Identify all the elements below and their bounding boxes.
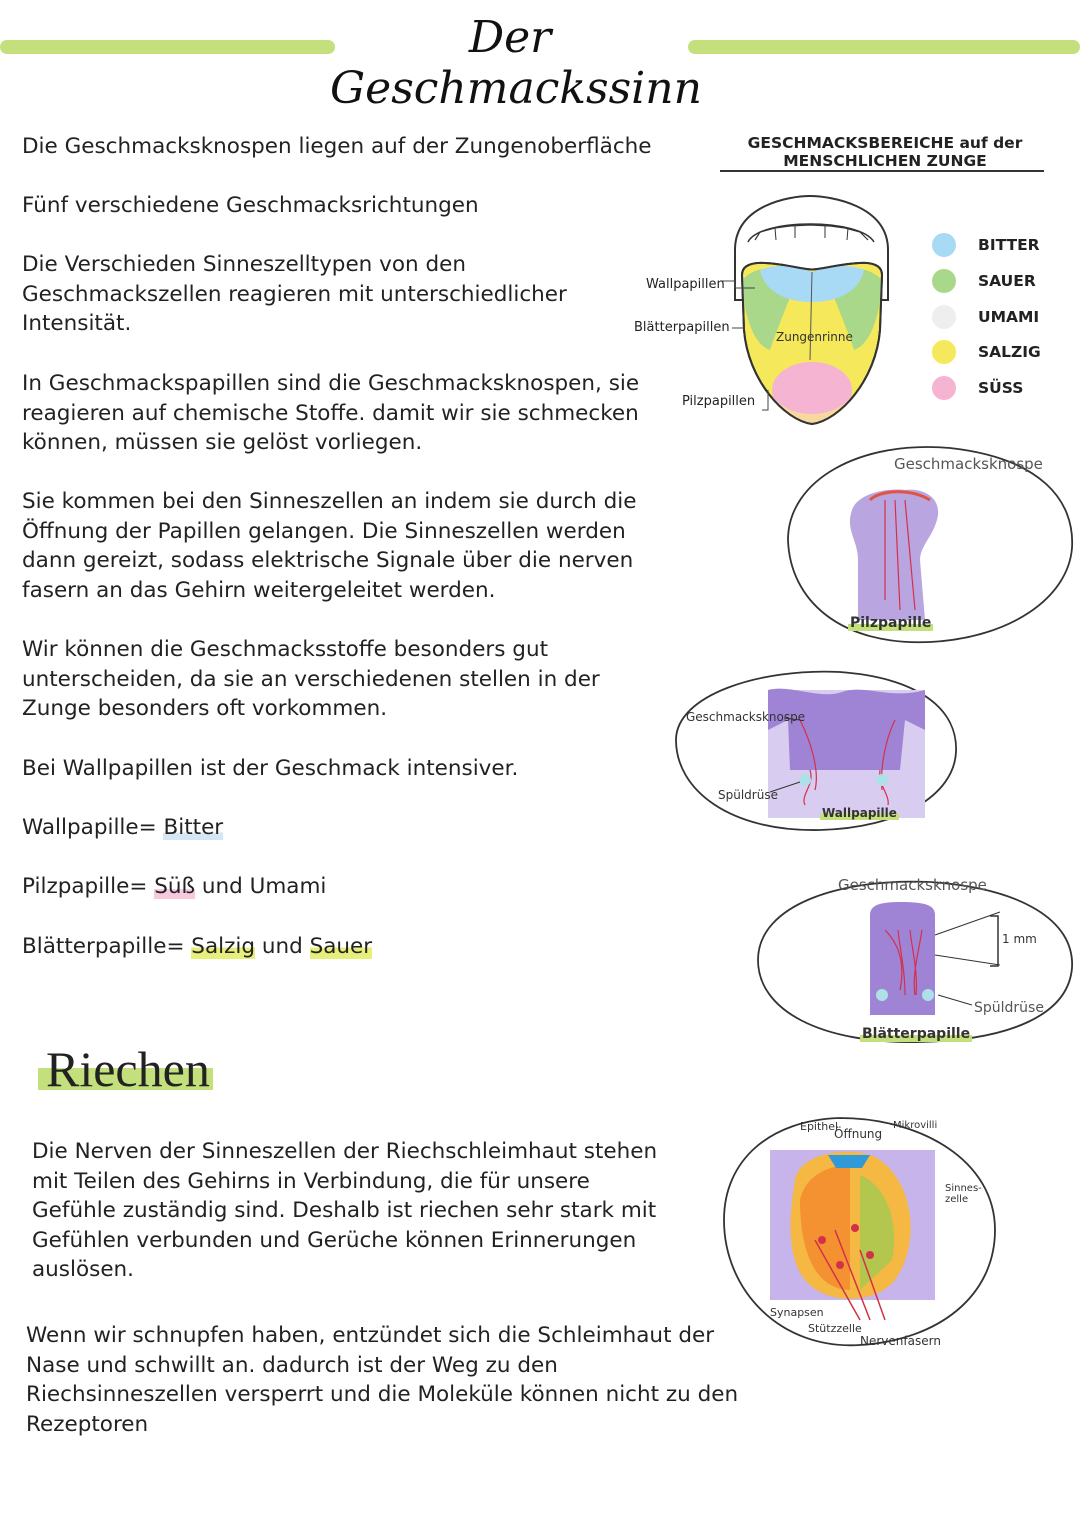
legend-item-bitter <box>932 233 1040 257</box>
text-line: Gefühlen verbunden und Gerüche können Erinnerungen <box>32 1227 637 1253</box>
text-line: Die Geschmacksknospen liegen auf der Zungenoberfläche <box>22 134 652 159</box>
legend-item-suess <box>932 376 1023 400</box>
text-label: Pilzpapille= <box>22 874 155 899</box>
legend-dot-salzig <box>932 340 956 364</box>
detail-label-sinneszelle-l2: zelle <box>945 1194 969 1205</box>
text-line: Rezeptoren <box>26 1411 149 1437</box>
text-line: können, müssen sie gelöst vorliegen. <box>22 430 423 456</box>
blatt-label-druese: Spüldrüse <box>974 1000 1044 1016</box>
text-line: unterscheiden, da sie an verschiedenen stellen in der <box>22 666 600 692</box>
detail-label-epithel: Epithel <box>800 1120 839 1133</box>
legend-dot-umami <box>932 305 956 329</box>
highlight-suess: Süß <box>154 874 196 899</box>
legend-item-salzig <box>932 340 1041 364</box>
text-line: dann gereizt, sodass elektrische Signale über die nerven <box>22 548 634 574</box>
legend-item-umami <box>932 305 1039 329</box>
legend-label: SÜSS <box>978 379 1024 397</box>
text-line: reagieren auf chemische Stoffe. damit wir sie schmecken <box>22 400 639 426</box>
text-line: Die Verschieden Sinneszelltypen von den <box>22 252 466 277</box>
text-line: auslösen. <box>32 1257 135 1283</box>
highlight-salzig: Salzig <box>191 934 255 959</box>
detail-label-nervenfasern: Nervenfasern <box>860 1334 941 1348</box>
text-label: und <box>255 934 310 959</box>
text-line: Zunge besonders oft vorkommen. <box>22 696 388 722</box>
label-blaetterpapillen: Blätterpapillen <box>634 320 730 335</box>
knospe-detail-illustration <box>724 1118 995 1345</box>
text-line: Geschmackszellen reagieren mit unterschiedlicher <box>22 281 567 307</box>
text-line: Gefühle zuständig sind. Deshalb ist riechen sehr stark mit <box>32 1198 657 1224</box>
riechen-heading: Riechen <box>46 1041 210 1097</box>
detail-label-synapsen: Synapsen <box>770 1306 824 1319</box>
tongue-title-line1: GESCHMACKSBEREICHE auf der <box>747 134 1023 152</box>
detail-label-stuetzzelle: Stützzelle <box>808 1322 862 1335</box>
legend-label: SALZIG <box>978 343 1041 361</box>
wall-label-name: Wallpapille <box>822 806 897 820</box>
blaetterpapille-illustration <box>758 882 1072 1042</box>
label-pilzpapillen: Pilzpapillen <box>682 394 756 409</box>
text-line: mit Teilen des Gehirns in Verbindung, die für unsere <box>32 1168 590 1194</box>
wall-label-druese: Spüldrüse <box>718 788 778 802</box>
blatt-label-name: Blätterpapille <box>862 1026 971 1042</box>
legend-dot-sauer <box>932 269 956 293</box>
text-label: Blätterpapille= <box>22 934 192 959</box>
text-line: Sie kommen bei den Sinneszellen an indem sie durch die <box>22 489 637 514</box>
text-line: Wenn wir schnupfen haben, entzündet sich die Schleimhaut der <box>26 1323 715 1348</box>
detail-label-oeffnung: Öffnung <box>834 1127 883 1141</box>
text-line: Intensität. <box>22 311 132 337</box>
legend-dot-bitter <box>932 233 956 257</box>
page-title: Der Geschmackssinn <box>330 12 702 114</box>
text-line: Wir können die Geschmacksstoffe besonders gut <box>22 637 548 662</box>
legend-label: SAUER <box>978 272 1036 290</box>
tongue-illustration <box>720 196 888 424</box>
text-label: und Umami <box>195 874 327 899</box>
text-line: Riechsinneszellen versperrt und die Moleküle können nicht zu den <box>26 1382 739 1408</box>
wall-label-knospe: Geschmacksknospe <box>686 710 806 724</box>
wallpapille-illustration <box>676 672 956 830</box>
label-wallpapillen: Wallpapillen <box>646 277 725 292</box>
text-line: Fünf verschiedene Geschmacksrichtungen <box>22 193 479 218</box>
tongue-title-line2: MENSCHLICHEN ZUNGE <box>783 152 987 170</box>
text-label: Wallpapille= <box>22 815 164 840</box>
blatt-label-knospe: Geschmacksknospe <box>838 876 987 894</box>
detail-label-sinneszelle-l1: Sinnes- <box>945 1183 982 1194</box>
text-line: Bei Wallpapillen ist der Geschmack intensiver. <box>22 756 519 781</box>
pilzpapille-illustration <box>788 447 1072 642</box>
detail-label-mikrovilli: Mikrovilli <box>893 1120 938 1131</box>
legend-dot-suess <box>932 376 956 400</box>
label-zungenrinne: Zungenrinne <box>776 330 853 344</box>
legend-item-sauer <box>932 269 1036 293</box>
pilz-label-name: Pilzpapille <box>850 615 932 631</box>
legend-label: UMAMI <box>978 308 1040 326</box>
text-line: In Geschmackspapillen sind die Geschmacksknospen, sie <box>22 371 640 396</box>
legend-label: BITTER <box>978 236 1040 254</box>
highlight-sauer: Sauer <box>309 934 373 959</box>
blatt-label-scale: 1 mm <box>1002 932 1037 946</box>
text-line: Nase und schwillt an. dadurch ist der Weg zu den <box>26 1352 558 1378</box>
pilz-label-knospe: Geschmacksknospe <box>894 455 1043 473</box>
text-line: fasern an das Gehirn weitergeleitet werden. <box>22 577 496 603</box>
highlight-bitter: Bitter <box>163 815 224 840</box>
text-line: Die Nerven der Sinneszellen der Riechschleimhaut stehen <box>32 1139 658 1164</box>
text-line: Öffnung der Papillen gelangen. Die Sinneszellen werden <box>22 518 626 544</box>
detail-label-sinneszelle <box>945 1183 982 1205</box>
